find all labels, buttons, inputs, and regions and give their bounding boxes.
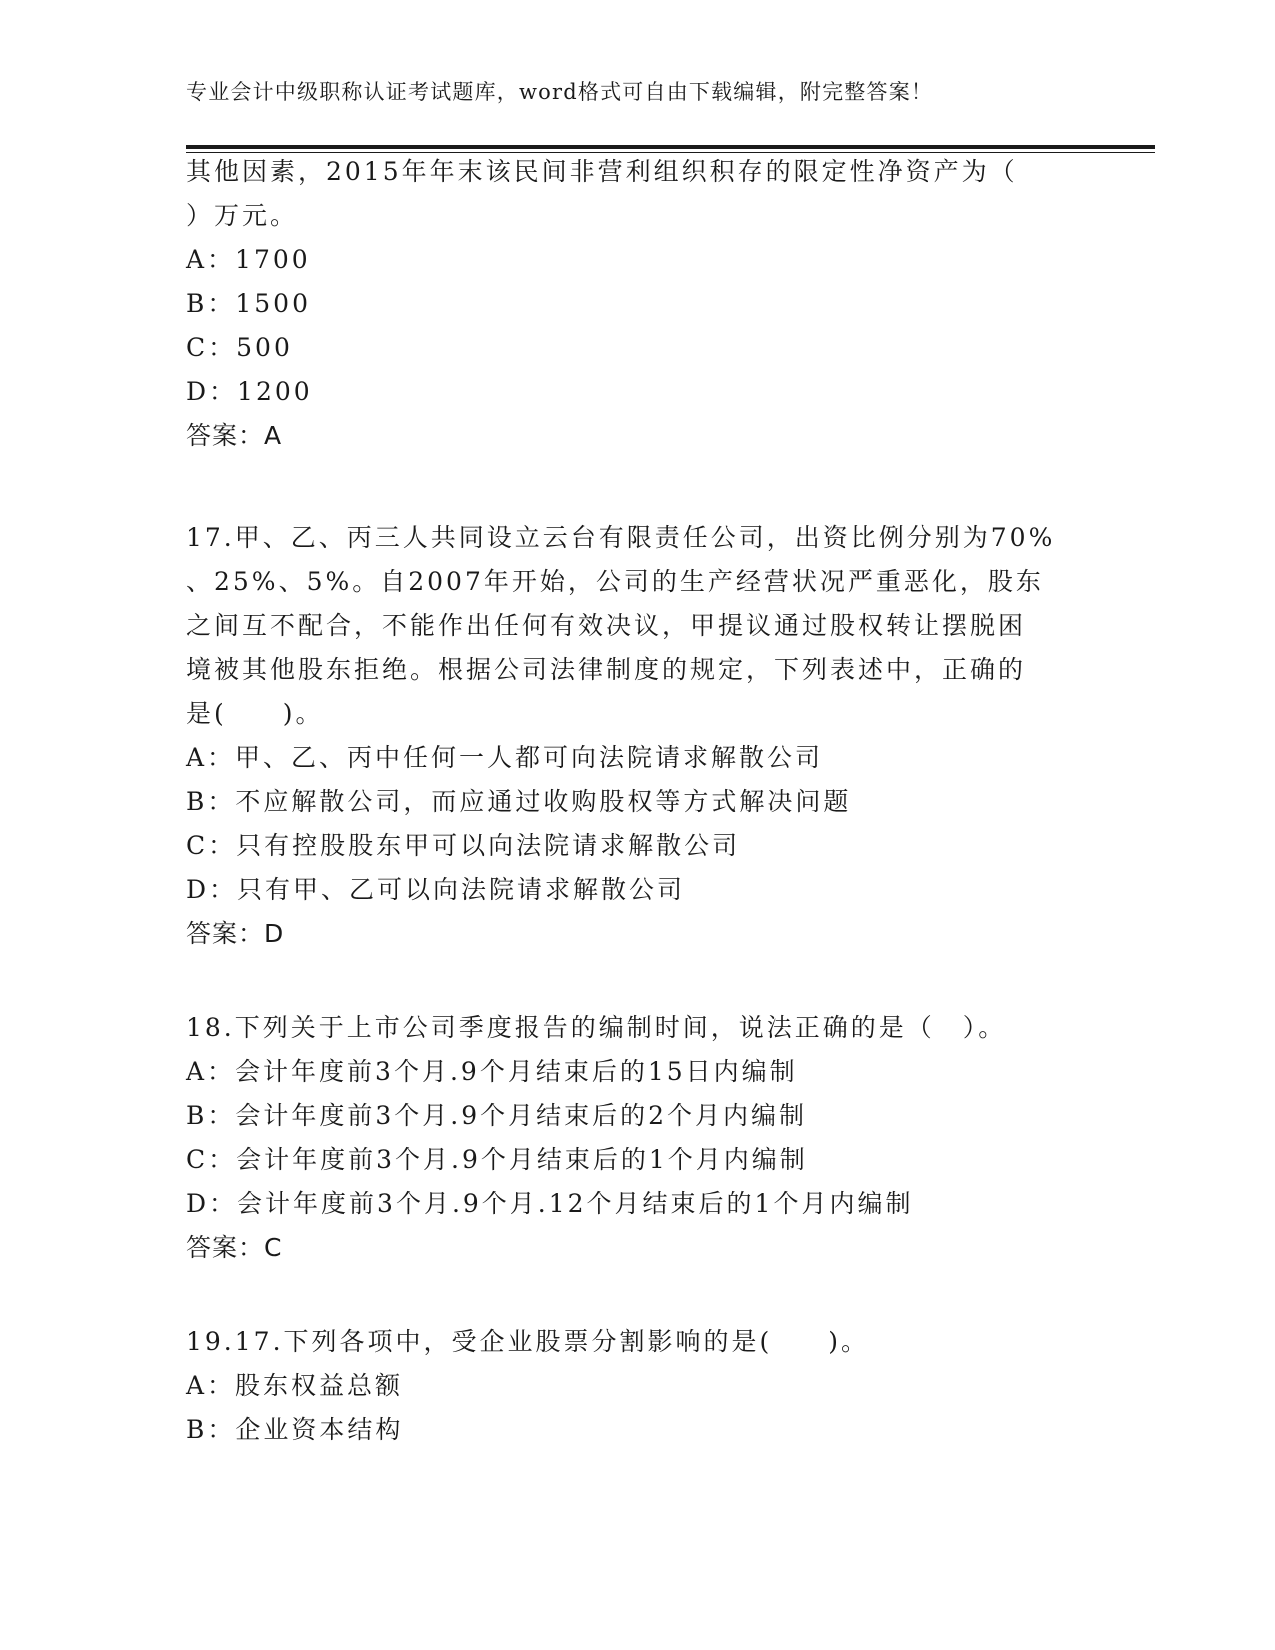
q18-option-a: A：会计年度前3个月.9个月结束后的15日内编制 — [186, 1057, 798, 1086]
q18-option-d: D：会计年度前3个月.9个月.12个月结束后的1个月内编制 — [186, 1189, 914, 1218]
q16-stem-line-2: ）万元。 — [186, 201, 299, 230]
q16-option-b: B：1500 — [186, 289, 311, 318]
q17-stem-line-4: 境被其他股东拒绝。根据公司法律制度的规定，下列表述中，正确的 — [186, 655, 1027, 684]
header-rule-thin — [186, 152, 1155, 153]
page-header: 专业会计中级职称认证考试题库，word格式可自由下载编辑，附完整答案！ — [186, 80, 934, 104]
q17-option-c: C：只有控股股东甲可以向法院请求解散公司 — [186, 831, 741, 860]
q18-answer: 答案：C — [186, 1233, 283, 1262]
q18-option-b: B：会计年度前3个月.9个月结束后的2个月内编制 — [186, 1101, 808, 1130]
q17-option-b: B：不应解散公司，而应通过收购股权等方式解决问题 — [186, 787, 852, 816]
q19-option-a: A：股东权益总额 — [186, 1371, 404, 1400]
q17-stem-line-5: 是( )。 — [186, 699, 324, 728]
q17-option-d: D：只有甲、乙可以向法院请求解散公司 — [186, 875, 686, 904]
q17-option-a: A：甲、乙、丙中任何一人都可向法院请求解散公司 — [186, 743, 824, 772]
q16-answer: 答案：A — [186, 421, 283, 450]
q18-stem: 18.下列关于上市公司季度报告的编制时间，说法正确的是（ ）。 — [186, 1013, 1007, 1042]
header-rule-thick — [186, 145, 1155, 149]
q19-stem: 19.17.下列各项中，受企业股票分割影响的是( )。 — [186, 1327, 870, 1356]
q16-option-d: D：1200 — [186, 377, 313, 406]
q16-stem-line-1: 其他因素，2015年年末该民间非营利组织积存的限定性净资产为（ — [186, 157, 1018, 186]
q19-option-b: B：企业资本结构 — [186, 1415, 404, 1444]
q18-option-c: C：会计年度前3个月.9个月结束后的1个月内编制 — [186, 1145, 808, 1174]
q16-option-a: A：1700 — [186, 245, 311, 274]
q17-stem-line-2: 、25%、5%。自2007年开始，公司的生产经营状况严重恶化，股东 — [186, 567, 1044, 596]
q17-stem-line-3: 之间互不配合，不能作出任何有效决议，甲提议通过股权转让摆脱困 — [186, 611, 1027, 640]
q16-option-c: C：500 — [186, 333, 293, 362]
q17-stem-line-1: 17.甲、乙、丙三人共同设立云台有限责任公司，出资比例分别为70% — [186, 523, 1056, 552]
q17-answer: 答案：D — [186, 919, 285, 948]
